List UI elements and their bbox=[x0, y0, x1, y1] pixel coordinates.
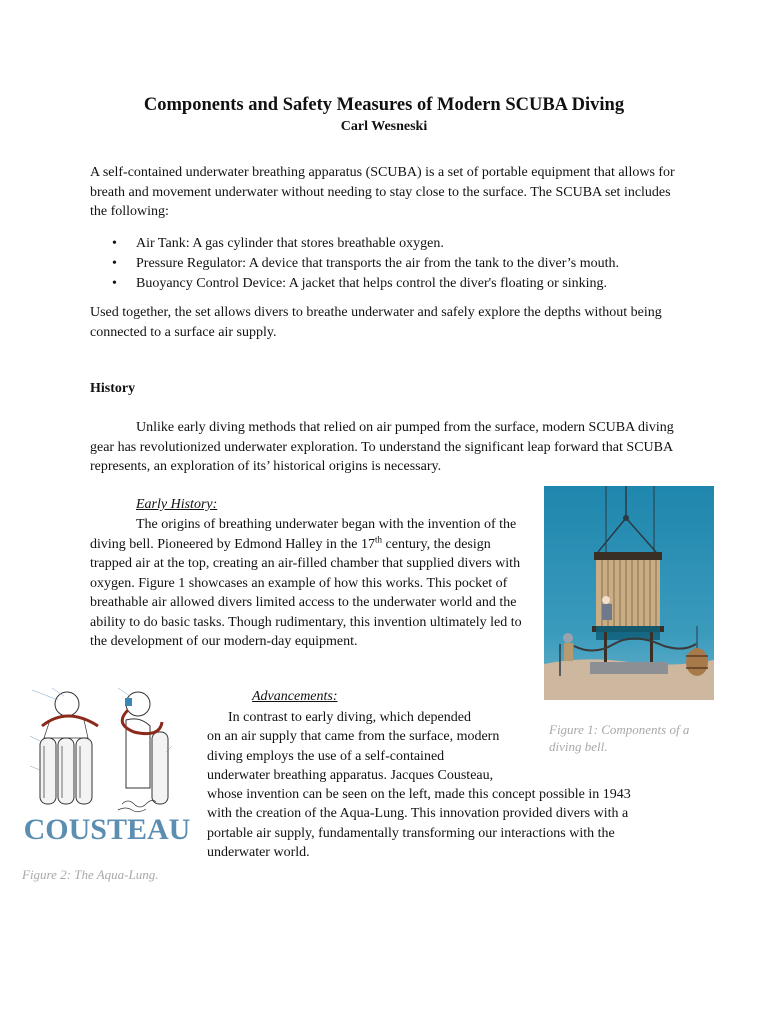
list-item: • Pressure Regulator: A device that transports the air from the tank to the diver’s mouth. bbox=[110, 254, 680, 274]
figure1-caption: Figure 1: Components of a diving bell. bbox=[549, 722, 690, 754]
paragraph-line: portable air supply, fundamentally transforming our interactions with the bbox=[207, 825, 615, 841]
advancements-paragraph bbox=[207, 708, 631, 862]
history-paragraph: Unlike early diving methods that relied on air pumped from the surface, modern SCUBA diving gear has revolutionized underwater exploration. To understand the significant leap forward that SCUBA represents, an exploration of its’ historical origins is necessary. bbox=[90, 420, 674, 474]
list-item: • Buoyancy Control Device: A jacket that helps control the diver's floating or sinking. bbox=[110, 274, 680, 294]
intro-paragraph: A self-contained underwater breathing apparatus (SCUBA) is a set of portable equipment that allows for breath and movement underwater without needing to stay close to the surface. The SCUBA set includes the following: bbox=[90, 165, 675, 219]
document-title: Components and Safety Measures of Modern SCUBA Diving bbox=[143, 95, 625, 115]
paragraph-line: with the creation of the Aqua-Lung. This innovation provided divers with a bbox=[207, 806, 629, 822]
paragraph-line: on an air supply that came from the surface, modern bbox=[207, 729, 500, 745]
cousteau-logo: COUSTEAU bbox=[23, 813, 191, 846]
figure2-caption: Figure 2: The Aqua-Lung. bbox=[22, 867, 159, 882]
diving-bell-illustration bbox=[544, 486, 714, 700]
history-heading: History bbox=[90, 381, 136, 396]
equipment-list bbox=[110, 234, 680, 293]
early-history-paragraph: The origins of breathing underwater began with the invention of the diving bell. Pioneered by Edmond Halley in the 17th century, the design trapped air at the top, creating an air-filled chamber that supplied divers with oxygen. Figure 1 showcases an example of how this works. This pocket of breathable air allowed divers limited access to the underwater world and the ability to do basic tasks. Though rudimentary, this invention ultimately led to the development of our modern-day equipment. bbox=[90, 517, 522, 649]
bullet-icon: • bbox=[112, 236, 117, 251]
paragraph-line: In contrast to early diving, which depended bbox=[207, 710, 471, 725]
advancements-heading: Advancements: bbox=[252, 689, 338, 704]
early-history-heading: Early History: bbox=[136, 497, 218, 512]
paragraph-line: underwater world. bbox=[207, 845, 310, 861]
list-item: • Air Tank: A gas cylinder that stores breathable oxygen. bbox=[110, 234, 680, 254]
paragraph-line: whose invention can be seen on the left, made this concept possible in 1943 bbox=[207, 787, 631, 803]
used-together-paragraph: Used together, the set allows divers to breathe underwater and safely explore the depths without being connected to a surface air supply. bbox=[90, 305, 662, 340]
aqua-lung-illustration bbox=[22, 676, 192, 846]
author-name: Carl Wesneski bbox=[340, 119, 428, 134]
paragraph-line: diving employs the use of a self-contained bbox=[207, 748, 445, 764]
superscript-th: th bbox=[375, 533, 383, 544]
bullet-icon: • bbox=[112, 255, 117, 271]
bullet-icon: • bbox=[112, 275, 117, 291]
paragraph-line: underwater breathing apparatus. Jacques Cousteau, bbox=[207, 767, 494, 783]
